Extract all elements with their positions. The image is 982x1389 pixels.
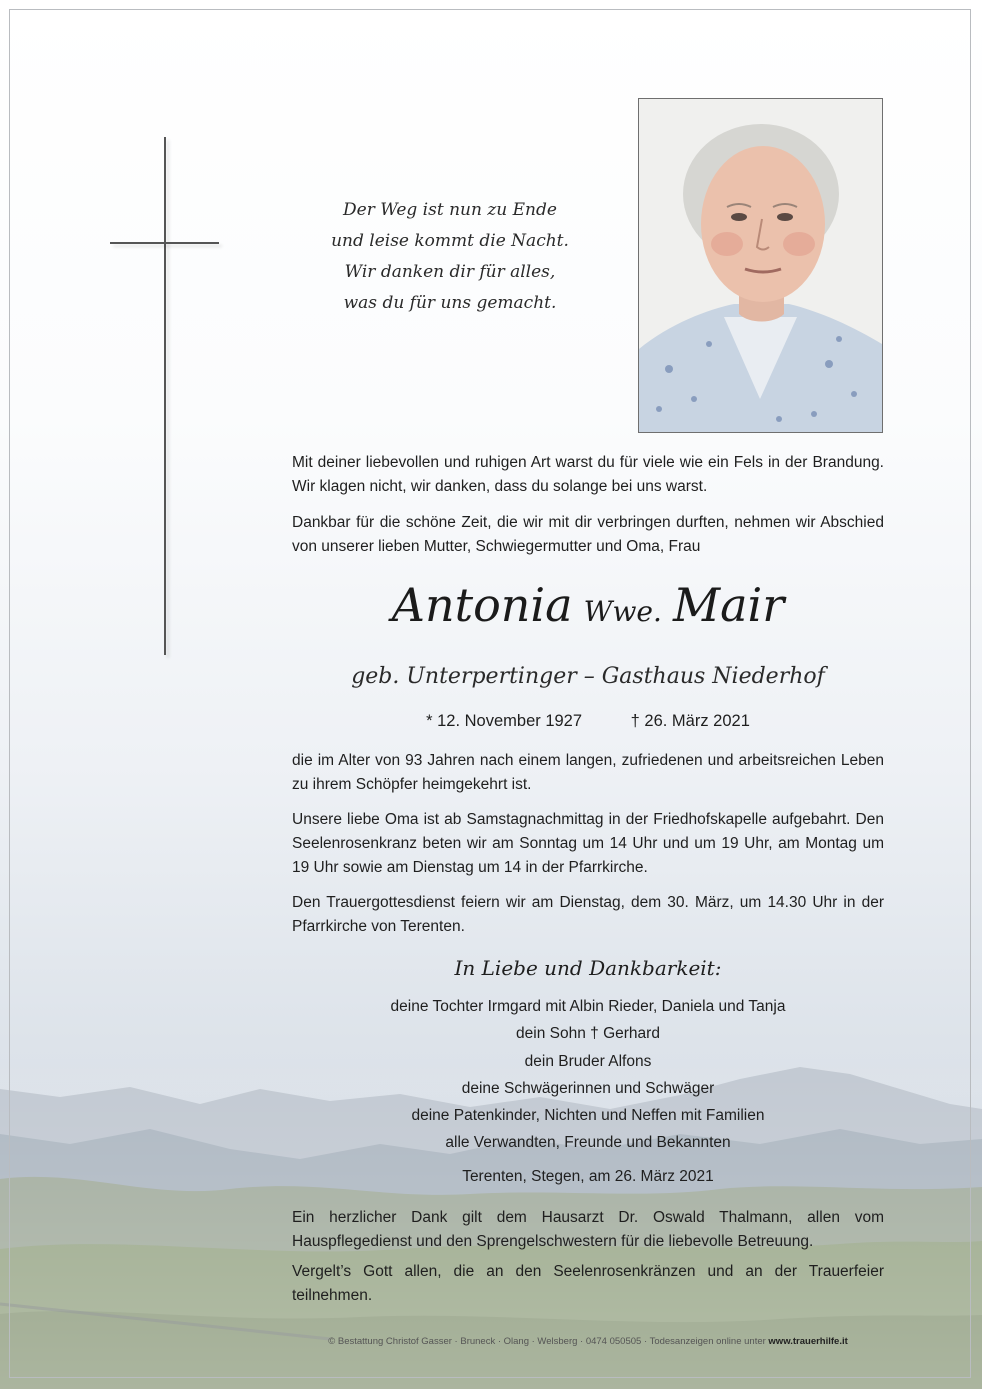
- poem-line: Der Weg ist nun zu Ende: [343, 200, 557, 220]
- mourner-line: deine Schwägerinnen und Schwäger: [461, 1079, 715, 1097]
- mourners-list: [292, 993, 884, 1157]
- cross-vertical-beam: [164, 137, 166, 655]
- viewing-paragraph: Unsere liebe Oma ist ab Samstagnachmittag in der Friedhofskapelle aufgebahrt. Den Seelenrosenkranz beten wir am Sonntag um 14 Uhr und um 19 Uhr, am Montag um 19 Uhr sowie am Dienstag um 14 in der Pfarrkirche.: [292, 811, 884, 876]
- mourner-line: dein Bruder Alfons: [524, 1052, 652, 1070]
- thanks-doctor-paragraph: Ein herzlicher Dank gilt dem Hausarzt Dr. Oswald Thalmann, allen vom Hauspflegedienst und den Sprengelschwestern für die liebevolle Betreuung.: [292, 1209, 884, 1250]
- farewell-paragraph: Dankbar für die schöne Zeit, die wir mit dir verbringen durften, nehmen wir Abschied von unserer lieben Mutter, Schwiegermutter und Oma, Frau: [292, 514, 884, 555]
- death-date: † 26. März 2021: [630, 712, 750, 730]
- mourner-line: deine Tochter Irmgard mit Albin Rieder, Daniela und Tanja: [390, 998, 786, 1015]
- mourner-line: alle Verwandten, Freunde und Bekannten: [445, 1134, 731, 1152]
- portrait-photo: [638, 98, 883, 433]
- footer-text: © Bestattung Christof Gasser · Bruneck · Olang · Welsberg · 0474 050505 · Todesanzeigen online unter: [328, 1336, 766, 1347]
- vergelts-paragraph: Vergelt’s Gott allen, die an den Seelenrosenkränzen und an der Trauerfeier teilnehmen.: [292, 1263, 884, 1304]
- place-date: Terenten, Stegen, am 26. März 2021: [462, 1168, 714, 1185]
- footer: [292, 1336, 884, 1347]
- first-name: Antonia: [391, 578, 573, 632]
- widow-title: Wwe.: [583, 595, 662, 628]
- funeral-paragraph: Den Trauergottesdienst feiern wir am Dienstag, dem 30. März, um 14.30 Uhr in der Pfarrkirche von Terenten.: [292, 894, 884, 935]
- mourners-heading: In Liebe und Dankbarkeit:: [454, 956, 722, 980]
- poem-line: was du für uns gemacht.: [343, 293, 557, 313]
- birth-name-line: geb. Unterpertinger – Gasthaus Niederhof: [351, 664, 825, 689]
- footer-website-link[interactable]: www.trauerhilfe.it: [768, 1336, 848, 1347]
- poem-line: und leise kommt die Nacht.: [331, 231, 569, 251]
- birth-date: * 12. November 1927: [426, 712, 583, 730]
- mourner-line: deine Patenkinder, Nichten und Neffen mit Familien: [411, 1107, 765, 1125]
- age-paragraph: die im Alter von 93 Jahren nach einem langen, zufriedenen und arbeitsreichen Leben zu ihrem Schöpfer heimgekehrt ist.: [292, 752, 884, 793]
- intro-paragraph: Mit deiner liebevollen und ruhigen Art warst du für viele wie ein Fels in der Brandung. Wir klagen nicht, wir danken, dass du solange bei uns warst.: [292, 454, 884, 495]
- portrait-illustration: [639, 99, 882, 432]
- mourner-line: dein Sohn † Gerhard: [516, 1025, 660, 1043]
- poem: [300, 195, 600, 319]
- last-name: Mair: [672, 578, 785, 632]
- cross-horizontal-beam: [110, 242, 219, 244]
- poem-line: Wir danken dir für alles,: [344, 262, 556, 282]
- life-dates: [292, 712, 884, 731]
- deceased-name: [292, 578, 884, 632]
